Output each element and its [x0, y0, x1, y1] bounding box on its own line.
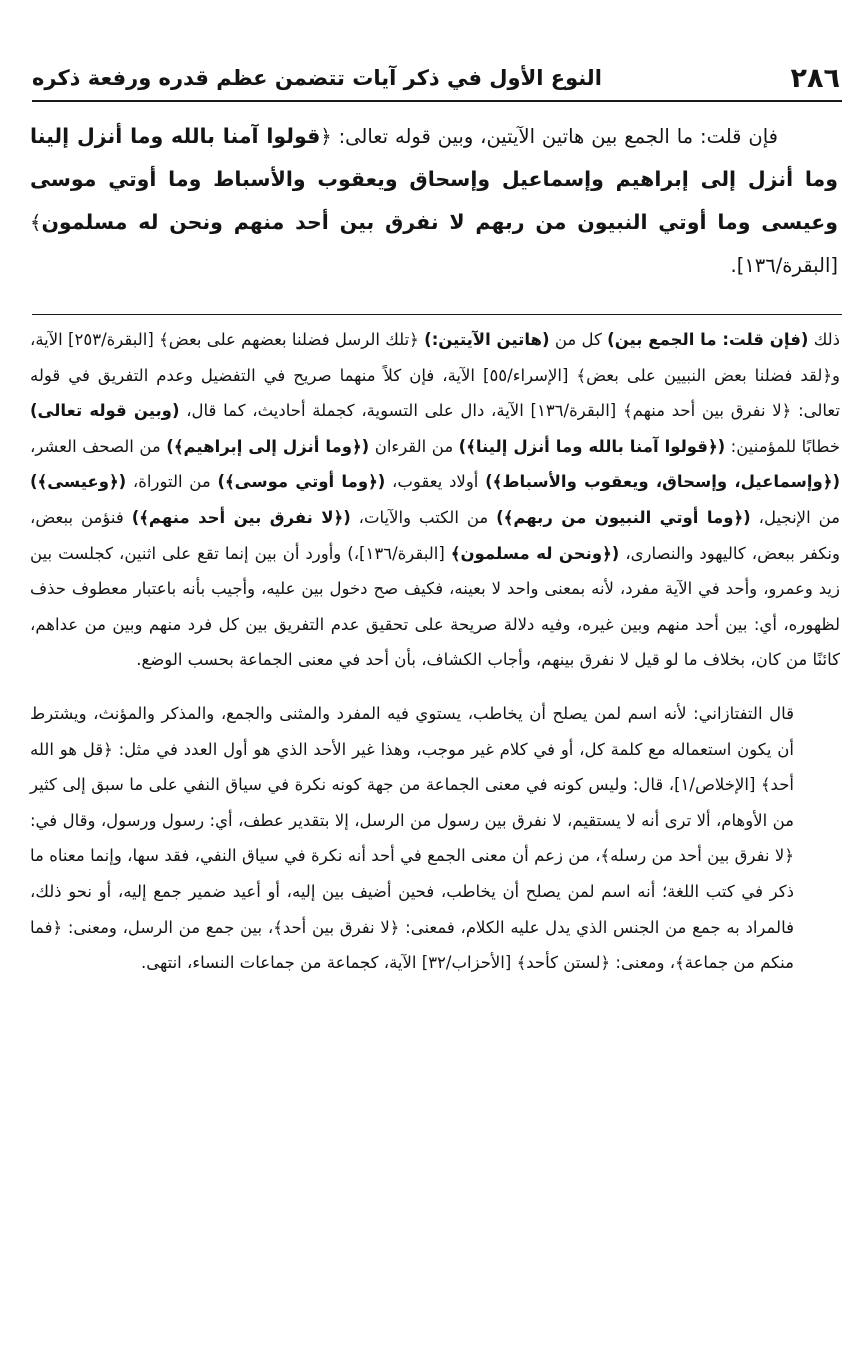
commentary-text-run: من الإنجيل، — [750, 507, 840, 527]
commentary-lemma: (فإن قلت: ما الجمع بين) — [607, 330, 809, 349]
commentary-text-run: خطابًا للمؤمنين: — [725, 436, 841, 456]
commentary-text-run: فنؤمن ببعض، ونكفر ببعض، كاليهود والنصارى، — [30, 507, 840, 563]
commentary-separator — [32, 314, 842, 315]
commentary-lemma: (﴿قولوا آمنا بالله وما أنزل إلينا﴾) — [458, 436, 726, 456]
commentary-lemma: (﴿ونحن له مسلمون﴾ — [450, 543, 620, 563]
commentary-lemma: (﴿لا نفرق بين أحد منهم﴾) — [131, 507, 351, 527]
commentary-block — [30, 322, 840, 981]
commentary-lemma: (﴿وما أنزل إلى إبراهيم﴾) — [166, 436, 370, 456]
commentary-text-run: ذلك — [808, 330, 841, 349]
header-rule — [32, 100, 842, 102]
matn-verse-citation: ﴾ [البقرة/١٣٦]. — [30, 211, 838, 277]
commentary-text-run: ﴿تلك الرسل فضلنا بعضهم على بعض﴾ [البقرة/٢٥٣] الآية، و﴿لقد فضلنا بعض النبيين على بعض﴾ [الإسراء/٥٥] الآية، فإن كلاً منهما صريح في التفضيل وعدم التفريق في قوله تعالى: ﴿لا نفرق بين أحد منهم﴾ [البقرة/١٣٦] الآية، دال على التسوية، كجملة أحاديث، كما قال، — [30, 330, 841, 421]
commentary-lemma: (هاتين الآيتين:) — [424, 330, 550, 349]
page-header — [32, 56, 840, 100]
commentary-text-run: كل من — [549, 330, 608, 349]
commentary-paragraph-1 — [30, 322, 840, 678]
commentary-lemma: (﴿وما أوتي النبيون من ربهم﴾) — [496, 507, 751, 527]
commentary-text-run: من التوراة، — [126, 472, 218, 492]
commentary-lemma: (وبين قوله تعالى) — [30, 401, 180, 421]
commentary-lemma: (﴿وعيسى﴾) — [30, 472, 127, 492]
commentary-text-run: من الصحف العشر، — [30, 436, 167, 456]
page-number: ٢٨٦ — [790, 62, 840, 94]
commentary-lemma: (﴿وإسماعيل، وإسحاق، ويعقوب والأسباط﴾) — [485, 472, 840, 492]
commentary-text-run: أولاد يعقوب، — [385, 472, 486, 492]
running-title: النوع الأول في ذكر آيات تتضمن عظم قدره ورفعة ذكره — [32, 66, 602, 90]
commentary-text-run: [البقرة/١٣٦]،) وأورد أن بين إنما تقع على اثنين، كجلست بين زيد وعمرو، وأحد في الآية مفرد، لأنه بمعنى واحد لا بعينه، فكيف صح دخول بين عليه، وأجيب بأنه باعتبار معطوف حذف لظهوره، أي: بين أحد منهم وبين غيره، وفيه دلالة صريحة على تحقيق عدم التفريق بين كل فرد منهم وبين من عداهم، كائنًا من كان، بخلاف ما لو قيل لا نفرق بينهم، وأجاب الكشاف، بأن أحد في معنى الجماعة بحسب الوضع. — [30, 543, 840, 670]
commentary-paragraph-2: قال التفتازاني: لأنه اسم لمن يصلح أن يخاطب، يستوي فيه المفرد والمثنى والجمع، والمذكر والمؤنث، ويشترط أن يكون استعماله مع كلمة كل، أو في كلام غير موجب، وهذا غير الأحد الذي هو أول العدد في مثل: ﴿قل هو الله أحد﴾ [الإخلاص/١]، قال: وليس كونه في معنى الجماعة من جهة كونه نكرة في سياق النفي على ما سبق إلى كثير من الأوهام، ألا ترى أنه لا يستقيم، لا نفرق بين رسول من الرسل، إلا بتقدير عطف، أي: رسول ورسول، وقال في: ﴿لا نفرق بين أحد من رسله﴾، من زعم أن معنى الجمع في أحد أنه نكرة في سياق النفي، فقد سها، وإنما معناه ما ذكر في كتب اللغة؛ أنه اسم لمن يصلح أن يخاطب، فحين أضيف بين إليه، أو أعيد ضمير جمع إليه، أو نحو ذلك، فالمراد به جمع من الجنس الذي يدل عليه الكلام، فمعنى: ﴿لا نفرق بين أحد﴾، بين جمع من الرسل، ومعنى: ﴿فما منكم من جماعة﴾، ومعنى: ﴿لستن كأحد﴾ [الأحزاب/٣٢] الآية، كجماعة من جماعات النساء، انتهى. — [30, 703, 794, 973]
matn-intro: فإن قلت: ما الجمع بين هاتين الآيتين، وبين قوله تعالى: ﴿ — [320, 125, 778, 148]
commentary-lemma: (﴿وما أوتي موسى﴾) — [217, 472, 386, 492]
matn-quran-verse: قولوا آمنا بالله وما أنزل إلينا وما أنزل إلى إبراهيم وإسماعيل وإسحاق ويعقوب والأسباط وما أوتي موسى وعيسى وما أوتي النبيون من ربهم لا نفرق بين أحد منهم ونحن له مسلمون — [30, 124, 838, 234]
main-text-block — [30, 115, 838, 287]
commentary-text-run: من الكتب والآيات، — [350, 507, 497, 527]
commentary-text-run: من القرءان — [369, 436, 459, 456]
